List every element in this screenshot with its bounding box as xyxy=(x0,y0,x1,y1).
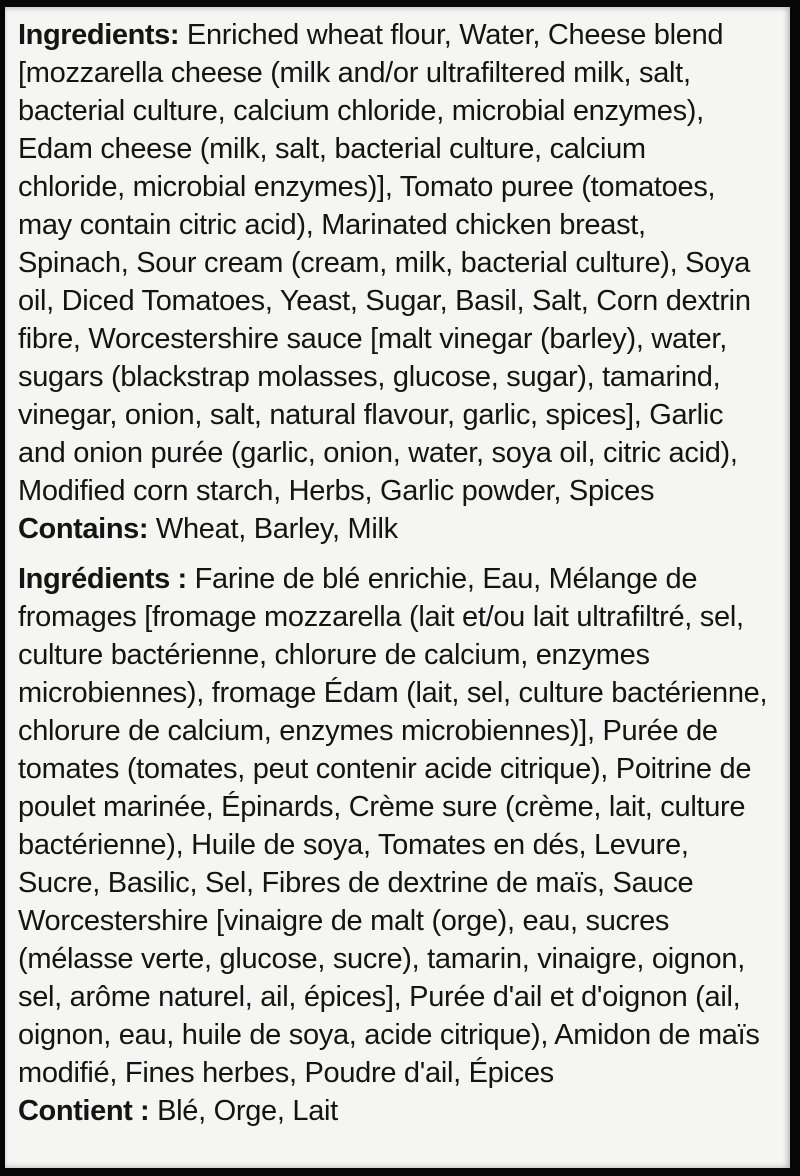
ingredient-line-text: sugars (blackstrap molasses, glucose, sugar), tamarind, xyxy=(18,361,721,393)
ingredient-line-text: Wheat, Barley, Milk xyxy=(148,513,398,545)
ingredient-line-text: oil, Diced Tomatoes, Yeast, Sugar, Basil, Salt, Corn dextrin xyxy=(18,285,751,317)
ingredient-line-text: (mélasse verte, glucose, sucre), tamarin, vinaigre, oignon, xyxy=(18,943,745,975)
ingredients-english-section xyxy=(18,16,778,548)
ingredient-line-text: Edam cheese (milk, salt, bacterial culture, calcium xyxy=(18,133,646,165)
ingredient-line xyxy=(18,1092,778,1130)
ingredient-line xyxy=(18,320,778,358)
ingredient-line xyxy=(18,978,778,1016)
ingredient-line xyxy=(18,92,778,130)
ingredient-line-text: chlorure de calcium, enzymes microbiennes)], Purée de xyxy=(18,715,718,747)
ingredient-line-text: bacterial culture, calcium chloride, microbial enzymes), xyxy=(18,95,704,127)
ingredient-line xyxy=(18,434,778,472)
ingredient-line-text: Farine de blé enrichie, Eau, Mélange de xyxy=(186,563,698,595)
ingredient-line xyxy=(18,510,778,548)
ingredient-line xyxy=(18,560,778,598)
ingredient-line-text: modifié, Fines herbes, Poudre d'ail, Épices xyxy=(18,1057,554,1089)
ingredient-line xyxy=(18,788,778,826)
ingredient-line-text: tomates (tomates, peut contenir acide citrique), Poitrine de xyxy=(18,753,752,785)
ingredients-french-section xyxy=(18,560,778,1130)
ingredient-line xyxy=(18,636,778,674)
ingredient-line-text: chloride, microbial enzymes)], Tomato puree (tomatoes, xyxy=(18,171,716,203)
ingredient-line-text: Worcestershire [vinaigre de malt (orge), eau, sucres xyxy=(18,905,670,937)
ingredient-line xyxy=(18,130,778,168)
ingredient-line-text: microbiennes), fromage Édam (lait, sel, culture bactérienne, xyxy=(18,677,768,709)
ingredient-line-text: sel, arôme naturel, ail, épices], Purée d'ail et d'oignon (ail, xyxy=(18,981,741,1013)
label-panel xyxy=(5,7,790,1168)
ingredient-line xyxy=(18,598,778,636)
ingredient-line-text: poulet marinée, Épinards, Crème sure (crème, lait, culture xyxy=(18,791,746,823)
ingredient-line xyxy=(18,826,778,864)
ingredient-line-text: fromages [fromage mozzarella (lait et/ou lait ultrafiltré, sel, xyxy=(18,601,744,633)
ingredient-line xyxy=(18,282,778,320)
ingredient-line-text: [mozzarella cheese (milk and/or ultrafiltered milk, salt, xyxy=(18,57,691,89)
ingredient-line xyxy=(18,902,778,940)
ingredient-line-text: and onion purée (garlic, onion, water, soya oil, citric acid), xyxy=(18,437,738,469)
ingredient-line-text: Modified corn starch, Herbs, Garlic powder, Spices xyxy=(18,475,655,507)
ingredient-line-text: oignon, eau, huile de soya, acide citrique), Amidon de maïs xyxy=(18,1019,760,1051)
ingredient-lead-label: Ingrédients : xyxy=(18,563,187,595)
ingredient-line-text: Sucre, Basilic, Sel, Fibres de dextrine de maïs, Sauce xyxy=(18,867,694,899)
ingredient-line-text: may contain citric acid), Marinated chicken breast, xyxy=(18,209,646,241)
ingredient-line-text: vinegar, onion, salt, natural flavour, garlic, spices], Garlic xyxy=(18,399,724,431)
ingredient-line xyxy=(18,864,778,902)
ingredient-line xyxy=(18,712,778,750)
ingredient-line xyxy=(18,168,778,206)
ingredient-line xyxy=(18,244,778,282)
ingredient-line xyxy=(18,1016,778,1054)
ingredient-line xyxy=(18,16,778,54)
ingredient-line xyxy=(18,206,778,244)
ingredient-line xyxy=(18,940,778,978)
ingredient-line-text: Enriched wheat flour, Water, Cheese blend xyxy=(179,19,724,51)
ingredient-lead-label: Ingredients: xyxy=(18,19,180,51)
ingredient-line-text: Blé, Orge, Lait xyxy=(149,1095,338,1127)
ingredient-line-text: fibre, Worcestershire sauce [malt vinegar (barley), water, xyxy=(18,323,727,355)
ingredient-lead-label: Contient : xyxy=(18,1095,150,1127)
ingredient-line xyxy=(18,750,778,788)
ingredient-lead-label: Contains: xyxy=(18,513,149,545)
ingredient-line xyxy=(18,472,778,510)
ingredient-line xyxy=(18,674,778,712)
ingredient-line xyxy=(18,396,778,434)
ingredient-line-text: Spinach, Sour cream (cream, milk, bacterial culture), Soya xyxy=(18,247,751,279)
ingredient-line-text: bactérienne), Huile de soya, Tomates en dés, Levure, xyxy=(18,829,689,861)
ingredient-line xyxy=(18,358,778,396)
ingredient-line-text: culture bactérienne, chlorure de calcium, enzymes xyxy=(18,639,650,671)
ingredient-line xyxy=(18,54,778,92)
ingredient-line xyxy=(18,1054,778,1092)
